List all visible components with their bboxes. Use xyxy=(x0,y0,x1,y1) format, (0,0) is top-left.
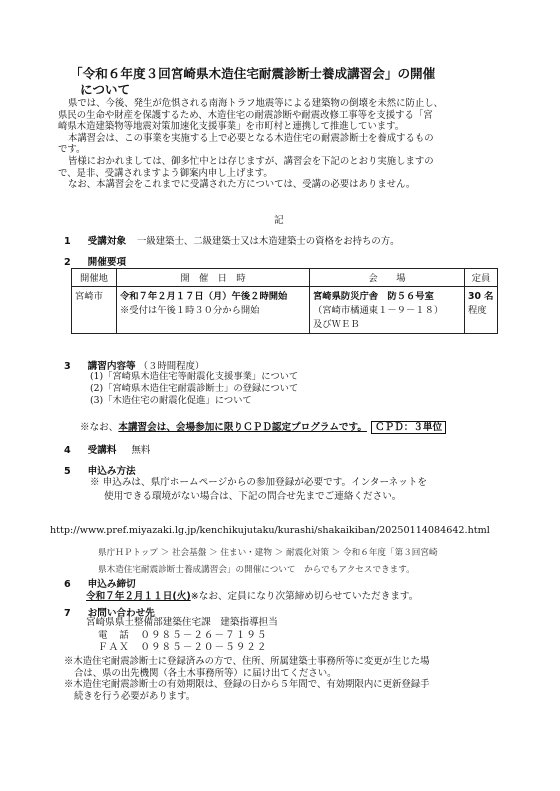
section-1-number: 1 xyxy=(64,236,71,247)
cell-place: 宮崎市 xyxy=(72,287,117,334)
section-3-number: 3 xyxy=(64,361,71,372)
section-1-text: 一級建築士、二級建築士又は木造建築士の資格をお持ちの方。 xyxy=(137,236,400,247)
section-5-line2: 使用できる環境がない場合は、下記の問合せ先までご連絡ください。 xyxy=(104,491,402,502)
venue-address: （宮崎市橘通東１－９－１８） xyxy=(313,305,444,316)
section-4 xyxy=(64,442,150,456)
section-3-hours: （３時間程度） xyxy=(138,361,205,372)
note-1-line1: ※木造住宅耐震診断士に登録済みの方で、住所、所属建築士事務所等に変更が生じた場 xyxy=(64,656,430,667)
section-4-label: 受講料 xyxy=(87,445,117,456)
section-1 xyxy=(64,233,400,247)
list-item: (1)「宮崎県木造住宅等耐震化支援事業」について xyxy=(90,371,299,382)
section-5 xyxy=(64,463,136,477)
deadline-date: 令和７年２月１１日(火) xyxy=(86,591,191,602)
table-row xyxy=(72,287,498,334)
capacity-qualifier: 程度 xyxy=(468,305,487,316)
section-6-label: 申込み締切 xyxy=(87,579,136,590)
breadcrumb xyxy=(98,545,438,579)
section-2-label: 開催要項 xyxy=(87,257,127,268)
intro-paragraph xyxy=(58,98,510,191)
intro-p1-l1: 県では、今後、発生が危惧される南海トラフ地震等による建築物の倒壊を未然に防止し、 xyxy=(68,98,444,109)
section-4-number: 4 xyxy=(64,445,71,456)
header-capacity: 定員 xyxy=(465,269,498,287)
section-6-number: 6 xyxy=(64,579,71,590)
ki-marker: 記 xyxy=(274,215,284,226)
contact-org: 宮崎県県土整備部建築住宅課 建築指導担当 xyxy=(86,617,278,628)
breadcrumb-line1: 県庁ＨＰトップ ＞ 社会基盤 ＞ 住まい・建物 ＞ 耐震化対策 ＞ 令和６年度「第３回宮崎 xyxy=(98,548,438,558)
cpd-note xyxy=(80,419,446,433)
section-5-label: 申込み方法 xyxy=(87,466,136,477)
reception-time: ※受付は午後１時３０分から開始 xyxy=(120,305,260,316)
schedule-table-header xyxy=(72,269,498,287)
contact-fax: ＦＡＸ ０９８５－２０－５９２２ xyxy=(98,642,268,653)
header-venue: 会 場 xyxy=(310,269,465,287)
section-3-label: 講習内容等 xyxy=(87,361,136,372)
section-5-body xyxy=(90,476,427,504)
section-1-label: 受講対象 xyxy=(87,236,127,247)
section-2-number: 2 xyxy=(64,257,71,268)
section-7-label: お問い合わせ先 xyxy=(87,608,155,619)
cell-capacity xyxy=(465,287,498,334)
cell-venue xyxy=(310,287,465,334)
note-2-line2: 続きを行う必要があります。 xyxy=(74,690,196,702)
cpd-units-badge: ＣＰＤ：３単位 xyxy=(371,421,446,434)
doc-title-line1: 「令和６年度３回宮崎県木造住宅耐震診断士養成講習会」の開催 xyxy=(70,66,436,81)
deadline xyxy=(86,588,418,602)
note-1-line2: 合は、県の出先機関（各土木事務所等）に届け出てください。 xyxy=(74,667,337,679)
contact-info xyxy=(86,617,278,655)
intro-p3-l2: で、是非、受講されますよう御案内申し上げます。 xyxy=(58,167,273,179)
note-2-line1: ※木造住宅耐震診断士の有効期限は、登録の日から５年間で、有効期限内に更新登録手 xyxy=(64,679,430,690)
cpd-note-text: 本講習会は、会場参加に限りＣＰＤ認定プログラムです。 xyxy=(118,422,367,433)
intro-p1-l2: 県民の生命や財産を保護するため、木造住宅の耐震診断や耐震改修工事等を支援する「宮 xyxy=(58,109,433,121)
doc-title-line2: について xyxy=(80,82,131,97)
intro-p1-l3: 崎県木造建築物等地震対策加速化支援事業」を市町村と連携して推進しています。 xyxy=(58,121,405,133)
venue-web: 及びＷＥＢ xyxy=(313,319,360,330)
header-place: 開催地 xyxy=(72,269,117,287)
registration-url-link[interactable]: http://www.pref.miyazaki.lg.jp/kenchikujutaku/kurashi/shakaikiban/20250114084642.html xyxy=(50,525,490,536)
event-date: 令和７年２月１７日（月）午後２時開始 xyxy=(120,291,288,302)
capacity-number: 30 名 xyxy=(468,291,494,302)
header-datetime: 開 催 日 時 xyxy=(117,269,310,287)
schedule-table xyxy=(71,268,498,334)
section-3-items xyxy=(90,371,298,407)
intro-p2-l1: 本講習会は、この事業を実施する上で必要となる木造住宅の耐震診断士を養成するもの xyxy=(68,132,434,144)
list-item: (3)「木造住宅の耐震化促進」について xyxy=(90,395,252,406)
section-4-text: 無料 xyxy=(131,445,151,456)
deadline-note: ※なお、定員になり次第締め切らせていただきます。 xyxy=(190,591,419,602)
section-7-number: 7 xyxy=(64,608,71,619)
intro-p2-l2: です。 xyxy=(58,144,86,156)
intro-p3-l1: 皆様におかれましては、御多忙中とは存じますが、講習会を下記のとおり実施しますの xyxy=(68,155,434,167)
cell-datetime xyxy=(117,287,310,334)
doc-title xyxy=(70,66,435,98)
cpd-note-prefix: ※なお、 xyxy=(80,422,119,433)
section-2 xyxy=(64,254,126,268)
section-3 xyxy=(64,358,204,372)
contact-phone: 電 話 ０９８５－２６－７１９５ xyxy=(98,629,268,641)
section-5-number: 5 xyxy=(64,466,71,477)
intro-p4-l1: なお、本講習会をこれまでに受講された方については、受講の必要はありません。 xyxy=(68,179,416,191)
footer-notes xyxy=(64,656,429,702)
venue-name: 宮崎県防災庁舎 防５６号室 xyxy=(313,291,434,302)
breadcrumb-line2: 県木造住宅耐震診断士養成講習会」の開催について からでもアクセスできます。 xyxy=(98,565,415,575)
list-item: (2)「宮崎県木造住宅耐震診断士」の登録について xyxy=(90,383,299,394)
section-5-line1: ※ 申込みは、県庁ホームページからの参加登録が必要です。インターネットを xyxy=(90,477,428,488)
